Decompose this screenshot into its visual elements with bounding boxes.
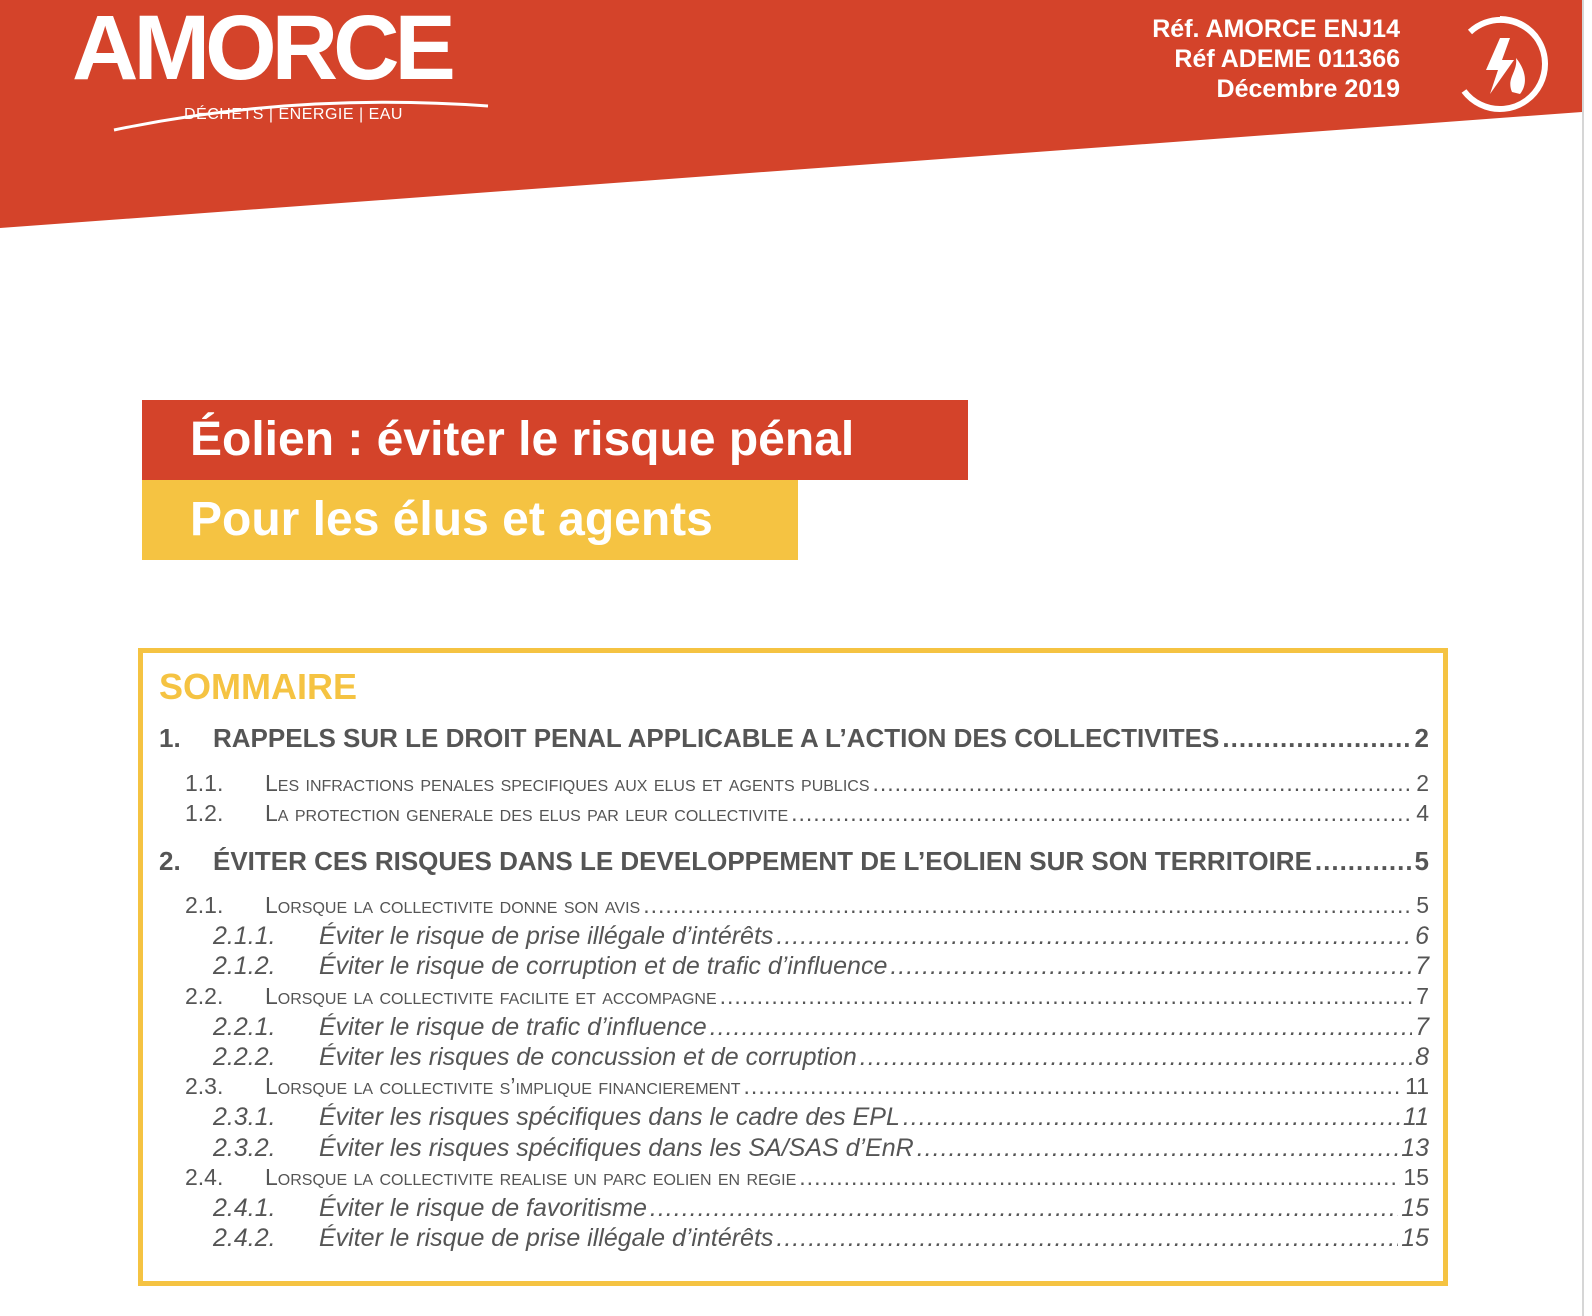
toc-entry-2-1-2[interactable] <box>213 952 1429 986</box>
toc-number: 2.4.1. <box>213 1194 276 1222</box>
toc-page-number: 7 <box>1415 1013 1429 1041</box>
toc-title: Éviter les risques spécifiques dans les SA/SAS d’EnR <box>319 1134 914 1162</box>
toc-entry-2-2[interactable] <box>185 983 1429 1017</box>
toc-number: 1. <box>159 723 181 753</box>
toc-title: Éviter le risque de prise illégale d’intérêts <box>319 1224 774 1252</box>
toc-number: 2.3.2. <box>213 1134 276 1162</box>
toc-page-number: 13 <box>1401 1134 1429 1162</box>
logo-wordmark: AMORCE <box>72 0 451 99</box>
toc-leader-dots <box>917 1134 1398 1163</box>
toc-entry-2-2-1[interactable] <box>213 1013 1429 1047</box>
document-references <box>1152 14 1400 104</box>
toc-page-number: 11 <box>1405 1073 1429 1099</box>
toc-entry-2-3-1[interactable] <box>213 1103 1429 1137</box>
toc-entry-2-4-2[interactable] <box>213 1224 1429 1258</box>
toc-leader-dots <box>650 1194 1398 1223</box>
toc-leader-dots <box>710 1013 1412 1042</box>
toc-leader-dots <box>860 1043 1412 1072</box>
toc-page-number: 7 <box>1415 952 1429 980</box>
toc-page-number: 4 <box>1416 800 1429 826</box>
toc-page-number: 15 <box>1401 1224 1429 1252</box>
toc-page-number: 5 <box>1414 846 1429 876</box>
toc-page-number: 15 <box>1403 1164 1429 1190</box>
toc-title: Lorsque la collectivite facilite et accompagne <box>265 983 717 1009</box>
toc-title: RAPPELS SUR LE DROIT PENAL APPLICABLE A L’ACTION DES COLLECTIVITES <box>213 723 1220 753</box>
toc-entry-1[interactable] <box>159 723 1429 757</box>
toc-number: 2.1. <box>185 892 224 918</box>
toc-title: Éviter les risques de concussion et de corruption <box>319 1043 857 1071</box>
toc-number: 2.2.2. <box>213 1043 276 1071</box>
energy-flame-badge-icon <box>1450 14 1550 114</box>
toc-leader-dots <box>776 1224 1398 1253</box>
toc-number: 2.1.2. <box>213 952 276 980</box>
toc-number: 2.3. <box>185 1073 224 1099</box>
toc-leader-dots <box>776 922 1412 951</box>
ref-amorce: Réf. AMORCE ENJ14 <box>1152 15 1400 43</box>
toc-entry-2-2-2[interactable] <box>213 1043 1429 1077</box>
toc-page-number: 5 <box>1416 892 1429 918</box>
toc-page-number: 2 <box>1414 723 1429 753</box>
toc-entry-1-2[interactable] <box>185 800 1429 834</box>
toc-number: 2.3.1. <box>213 1103 276 1131</box>
toc-entry-2-3-2[interactable] <box>213 1134 1429 1168</box>
toc-page-number: 2 <box>1416 770 1429 796</box>
toc-number: 2. <box>159 846 181 876</box>
page-edge <box>1582 0 1584 1316</box>
toc-page-number: 11 <box>1403 1103 1429 1131</box>
toc-leader-dots <box>643 892 1413 919</box>
ref-ademe: Réf ADEME 011366 <box>1174 45 1400 73</box>
toc-title: Éviter le risque de favoritisme <box>319 1194 647 1222</box>
toc-page-number: 15 <box>1401 1194 1429 1222</box>
toc-title: Éviter le risque de corruption et de trafic d’influence <box>319 952 888 980</box>
toc-leader-dots <box>903 1103 1400 1132</box>
document-subtitle: Pour les élus et agents <box>190 493 713 546</box>
title-banner <box>142 400 968 480</box>
toc-entry-2-1-1[interactable] <box>213 922 1429 956</box>
toc-title: Éviter les risques spécifiques dans le cadre des EPL <box>319 1103 900 1131</box>
toc-title: Éviter le risque de prise illégale d’intérêts <box>319 922 774 950</box>
toc-title: Lorsque la collectivite s’implique financierement <box>265 1073 741 1099</box>
toc-number: 2.1.1. <box>213 922 276 950</box>
toc-page-number: 7 <box>1416 983 1429 1009</box>
toc-number: 2.2. <box>185 983 224 1009</box>
toc-title: Éviter le risque de trafic d’influence <box>319 1013 707 1041</box>
table-of-contents <box>138 648 1448 1286</box>
toc-title: Lorsque la collectivite realise un parc eolien en regie <box>265 1164 797 1190</box>
toc-entry-2-3[interactable] <box>185 1073 1429 1107</box>
toc-number: 2.2.1. <box>213 1013 276 1041</box>
document-title: Éolien : éviter le risque pénal <box>190 413 855 466</box>
toc-leader-dots <box>720 983 1414 1010</box>
amorce-logo <box>66 0 496 130</box>
toc-leader-dots <box>791 800 1413 827</box>
toc-title: ÉVITER CES RISQUES DANS LE DEVELOPPEMENT DE L’EOLIEN SUR SON TERRITOIRE <box>213 846 1312 876</box>
toc-entry-1-1[interactable] <box>185 770 1429 804</box>
toc-title: Les infractions penales specifiques aux elus et agents publics <box>265 770 870 796</box>
toc-number: 2.4.2. <box>213 1224 276 1252</box>
logo-tagline: DÉCHETS | ÉNERGIE | EAU <box>184 106 403 123</box>
toc-leader-dots <box>890 952 1412 981</box>
toc-entry-2-4[interactable] <box>185 1164 1429 1198</box>
toc-title: La protection generale des elus par leur collectivite <box>265 800 789 826</box>
toc-number: 2.4. <box>185 1164 224 1190</box>
toc-leader-dots <box>873 770 1414 797</box>
toc-page-number: 8 <box>1415 1043 1429 1071</box>
toc-number: 1.1. <box>185 770 224 796</box>
toc-leader-dots <box>744 1073 1403 1100</box>
toc-heading: SOMMAIRE <box>159 666 357 707</box>
toc-page-number: 6 <box>1415 922 1429 950</box>
subtitle-banner <box>142 480 798 560</box>
toc-entry-2-4-1[interactable] <box>213 1194 1429 1228</box>
toc-entry-2[interactable] <box>159 846 1429 880</box>
toc-entry-2-1[interactable] <box>185 892 1429 926</box>
toc-title: Lorsque la collectivite donne son avis <box>265 892 641 918</box>
toc-leader-dots <box>1315 846 1412 877</box>
toc-leader-dots <box>799 1164 1400 1191</box>
publication-date: Décembre 2019 <box>1216 75 1400 103</box>
toc-number: 1.2. <box>185 800 224 826</box>
toc-leader-dots <box>1222 723 1411 754</box>
